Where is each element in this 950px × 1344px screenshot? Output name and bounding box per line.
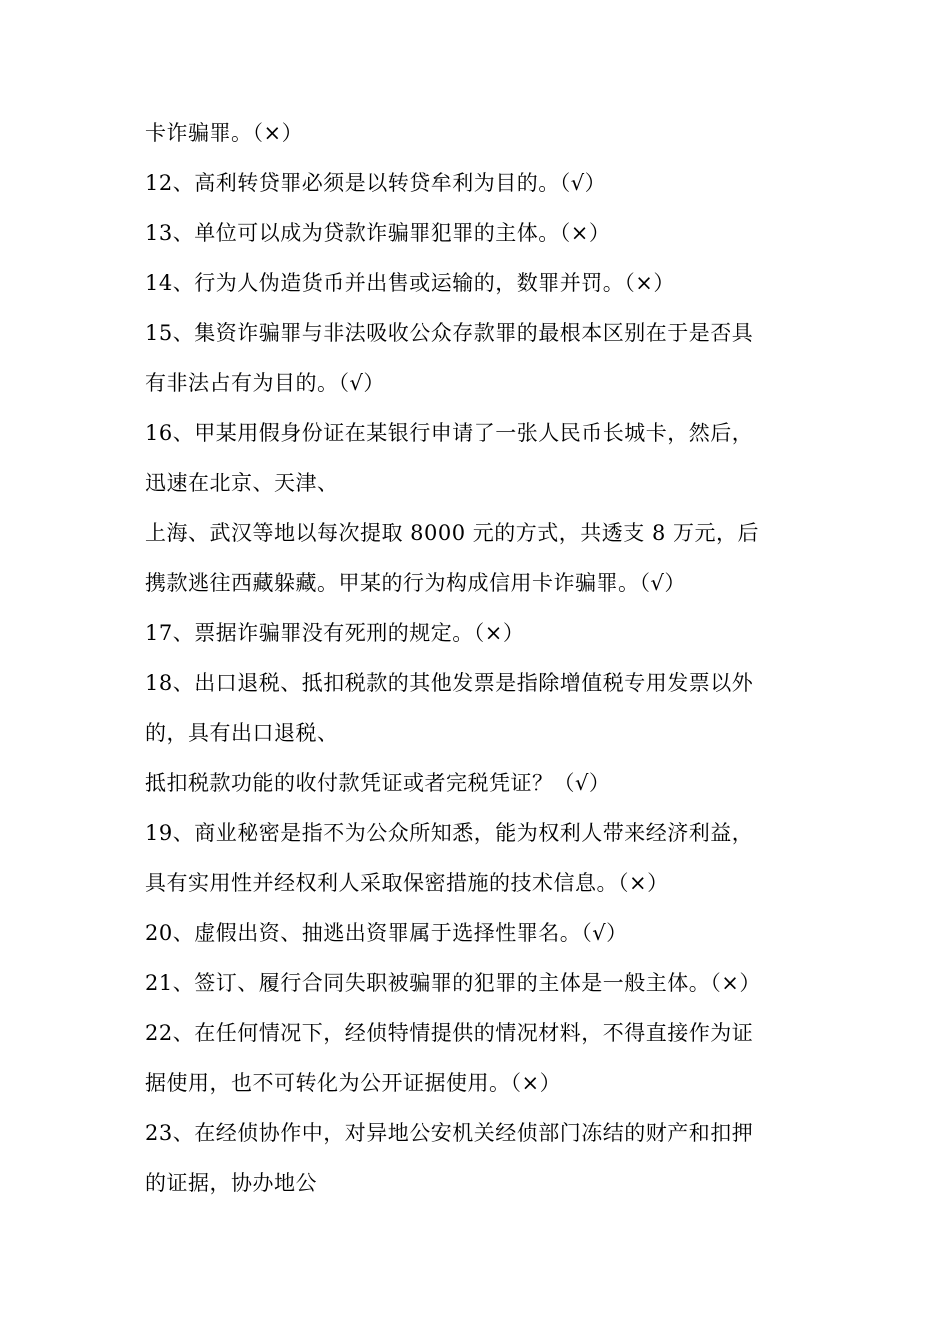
text-line: 迅速在北京、天津、 — [145, 471, 339, 495]
text-line: 18、出口退税、抵扣税款的其他发票是指除增值税专用发票以外 — [145, 671, 754, 695]
text-line: 卡诈骗罪。（×） — [145, 121, 304, 145]
text-line: 19、商业秘密是指不为公众所知悉，能为权利人带来经济利益， — [145, 821, 754, 845]
text-line: 20、虚假出资、抽逃出资罪属于选择性罪名。（√） — [145, 921, 628, 945]
text-line: 22、在任何情况下，经侦特情提供的情况材料，不得直接作为证 — [145, 1021, 754, 1045]
text-line: 的，具有出口退税、 — [145, 721, 339, 745]
text-line: 21、签订、履行合同失职被骗罪的犯罪的主体是一般主体。（×） — [145, 971, 761, 995]
text-line: 12、高利转贷罪必须是以转贷牟利为目的。（√） — [145, 171, 607, 195]
text-line: 抵扣税款功能的收付款凭证或者完税凭证？（√） — [145, 771, 611, 795]
text-line: 23、在经侦协作中，对异地公安机关经侦部门冻结的财产和扣押 — [145, 1121, 754, 1145]
text-line: 携款逃往西藏躲藏。甲某的行为构成信用卡诈骗罪。（√） — [145, 571, 686, 595]
text-line: 据使用，也不可转化为公开证据使用。（×） — [145, 1071, 562, 1095]
text-line: 有非法占有为目的。（√） — [145, 371, 385, 395]
text-line: 14、行为人伪造货币并出售或运输的，数罪并罚。（×） — [145, 271, 675, 295]
text-line: 的证据，协办地公 — [145, 1171, 317, 1195]
text-line: 13、单位可以成为贷款诈骗罪犯罪的主体。（×） — [145, 221, 611, 245]
text-line: 16、甲某用假身份证在某银行申请了一张人民币长城卡，然后， — [145, 421, 754, 445]
text-line: 17、票据诈骗罪没有死刑的规定。（×） — [145, 621, 525, 645]
text-line: 15、集资诈骗罪与非法吸收公众存款罪的最根本区别在于是否具 — [145, 321, 754, 345]
text-line: 上海、武汉等地以每次提取 8000 元的方式，共透支 8 万元，后 — [145, 521, 760, 545]
text-line: 具有实用性并经权利人采取保密措施的技术信息。（×） — [145, 871, 669, 895]
